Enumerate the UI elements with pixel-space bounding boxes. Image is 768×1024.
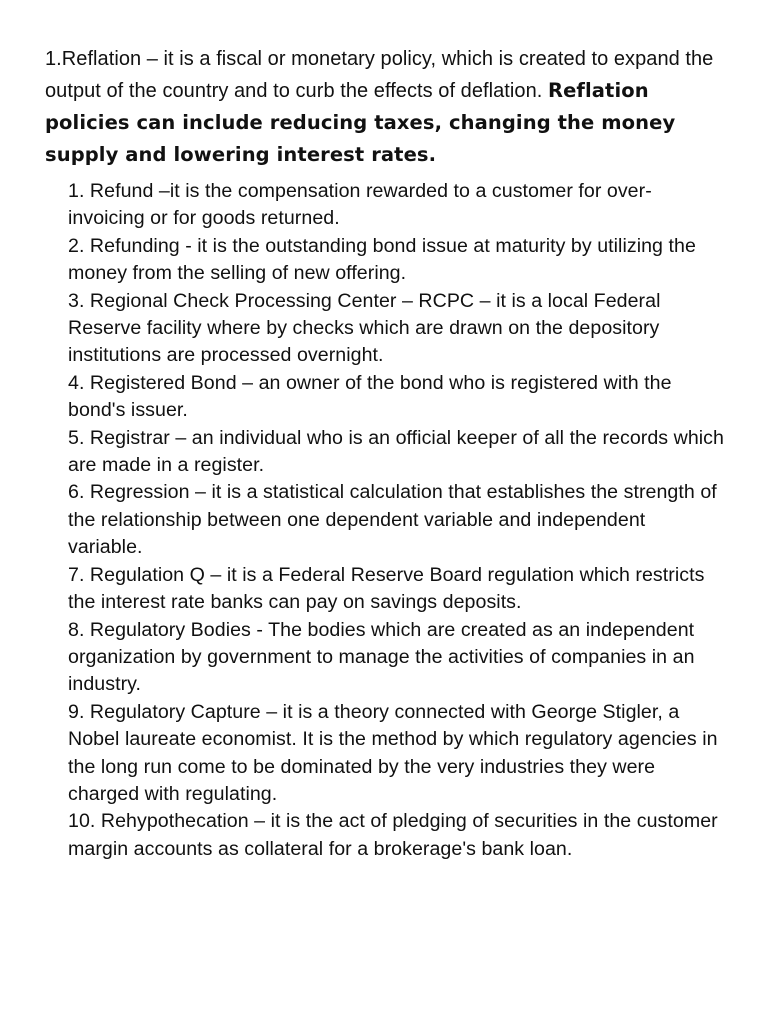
glossary-item: 7. Regulation Q – it is a Federal Reserve Board regulation which restricts the interest rate banks can pay on savings deposits. bbox=[68, 563, 705, 614]
glossary-item: 5. Registrar – an individual who is an official keeper of all the records which are made in a register. bbox=[68, 426, 724, 477]
glossary-item: 3. Regional Check Processing Center – RCPC – it is a local Federal Reserve facility where by checks which are drawn on the depository institutions are processed overnight. bbox=[68, 289, 661, 367]
glossary-list bbox=[68, 178, 724, 863]
glossary-item: 9. Regulatory Capture – it is a theory connected with George Stigler, a Nobel laureate economist. It is the method by which regulatory agencies in the long run come to be dominated by the very industries they were charged with regulating. bbox=[68, 700, 718, 805]
intro-bold-text: Reflation policies can include reducing taxes, changing the money supply and lowering interest rates. bbox=[45, 79, 676, 166]
glossary-item: 8. Regulatory Bodies - The bodies which are created as an independent organization by government to manage the activities of companies in an industry. bbox=[68, 618, 695, 696]
glossary-item: 2. Refunding - it is the outstanding bond issue at maturity by utilizing the money from the selling of new offering. bbox=[68, 234, 696, 285]
intro-regular-text: 1.Reflation – it is a fiscal or monetary policy, which is created to expand the output of the country and to curb the effects of deflation. bbox=[45, 48, 714, 102]
glossary-item: 6. Regression – it is a statistical calculation that establishes the strength of the relationship between one dependent variable and independent variable. bbox=[68, 481, 717, 559]
glossary-item: 4. Registered Bond – an owner of the bond who is registered with the bond's issuer. bbox=[68, 371, 672, 422]
glossary-item: 10. Rehypothecation – it is the act of pledging of securities in the customer margin accounts as collateral for a brokerage's bank loan. bbox=[68, 810, 718, 860]
intro-paragraph bbox=[45, 44, 725, 171]
glossary-item: 1. Refund –it is the compensation rewarded to a customer for over-invoicing or for goods returned. bbox=[68, 180, 652, 230]
